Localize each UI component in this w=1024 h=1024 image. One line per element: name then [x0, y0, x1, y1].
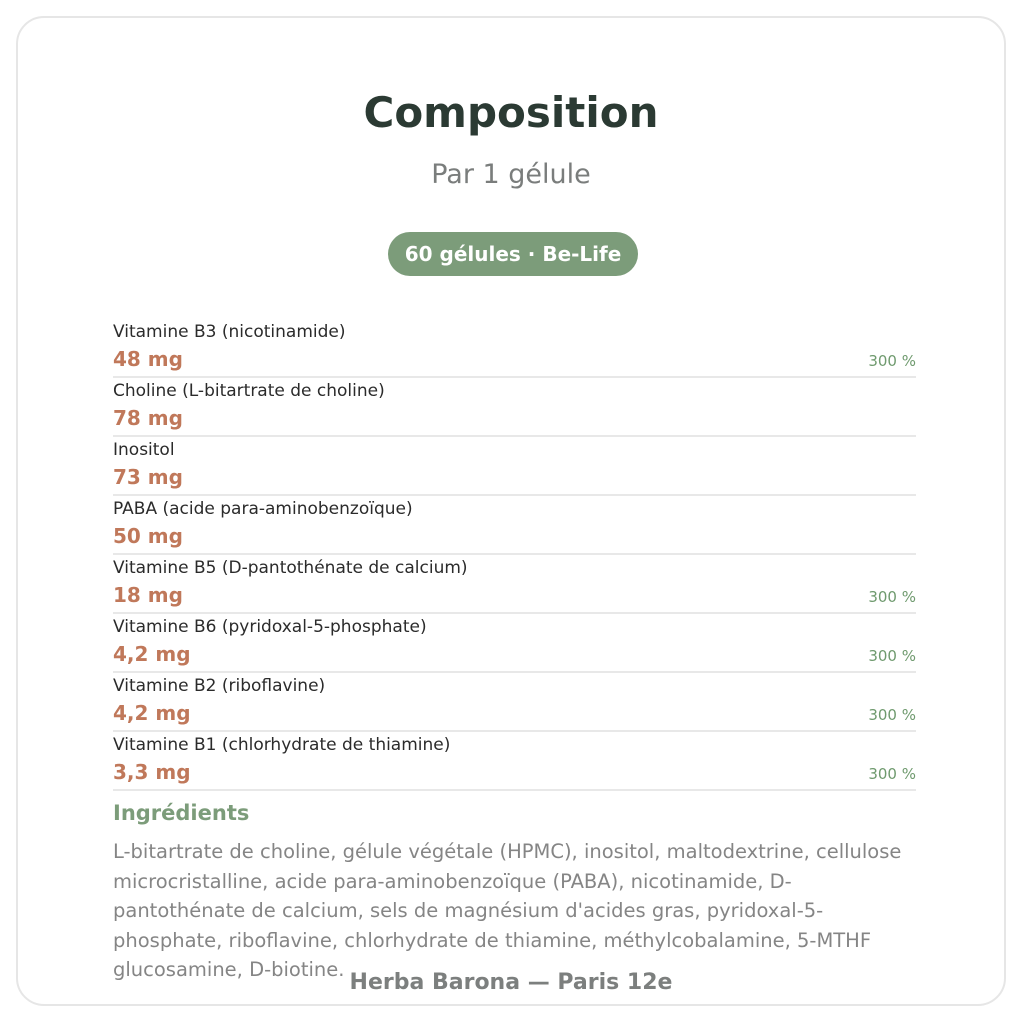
nutrient-row [113, 732, 916, 791]
nutrient-row [113, 496, 916, 555]
nutrient-amount: 78 mg [113, 406, 183, 430]
nutrient-amount: 3,3 mg [113, 760, 191, 784]
nutrient-name: Vitamine B5 (D-pantothénate de calcium) [113, 558, 468, 578]
nutrient-amount: 48 mg [113, 347, 183, 371]
nutrient-amount: 4,2 mg [113, 701, 191, 725]
nutrient-name: Choline (L-bitartrate de choline) [113, 381, 385, 401]
nutrient-percent: 300 % [868, 647, 916, 665]
ingredients-text: L-bitartrate de choline, gélule végétale (HPMC), inositol, maltodextrine, cellulose microcristalline, acide para-aminobenzoïque (PABA), nicotinamide, D-pantothénate de calcium, sels de magnésium d'acides gras, pyridoxal-5-phosphate, riboflavine, chlorhydrate de thiamine, méthylcobalamine, 5-MTHF glucosamine, D-biotine. [113, 840, 902, 981]
composition-card [16, 16, 1006, 1006]
nutrient-name: Inositol [113, 440, 175, 460]
nutrient-amount: 50 mg [113, 524, 183, 548]
nutrient-row [113, 437, 916, 496]
product-badge: 60 gélules · Be-Life [388, 232, 638, 276]
nutrient-amount: 4,2 mg [113, 642, 191, 666]
nutrient-percent: 300 % [868, 706, 916, 724]
nutrient-percent: 300 % [868, 765, 916, 783]
nutrient-percent: 300 % [868, 352, 916, 370]
nutrient-row [113, 378, 916, 437]
nutrient-row [113, 673, 916, 732]
nutrient-name: PABA (acide para-aminobenzoïque) [113, 499, 413, 519]
nutrient-row [113, 614, 916, 673]
nutrient-amount: 18 mg [113, 583, 183, 607]
nutrient-percent: 300 % [868, 588, 916, 606]
nutrient-row [113, 555, 916, 614]
nutrient-name: Vitamine B1 (chlorhydrate de thiamine) [113, 735, 451, 755]
nutrient-amount: 73 mg [113, 465, 183, 489]
footer-text: Herba Barona — Paris 12e [349, 970, 673, 995]
nutrient-name: Vitamine B2 (riboflavine) [113, 676, 326, 696]
page-subtitle: Par 1 gélule [431, 159, 591, 190]
page-title: Composition [363, 88, 659, 137]
nutrient-name: Vitamine B3 (nicotinamide) [113, 322, 346, 342]
nutrient-name: Vitamine B6 (pyridoxal-5-phosphate) [113, 617, 427, 637]
nutrient-table [113, 319, 916, 791]
nutrient-row [113, 319, 916, 378]
ingredients-heading: Ingrédients [113, 801, 250, 825]
